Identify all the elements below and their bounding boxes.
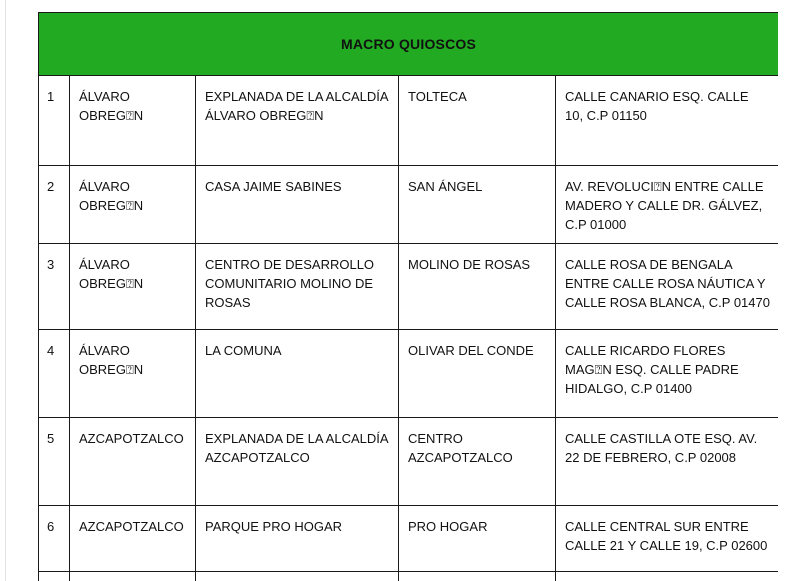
empty-cell <box>196 572 399 581</box>
location-cell: EXPLANADA DE LA ALCALDÍA AZCAPOTZALCO <box>196 418 399 506</box>
table-row <box>39 330 779 418</box>
alcaldia-cell: ÁLVARO OBREG⍰N <box>70 244 196 330</box>
table-header-row <box>39 13 779 76</box>
empty-cell <box>399 572 556 581</box>
table-row-partial <box>39 572 779 581</box>
alcaldia-cell: AZCAPOTZALCO <box>70 418 196 506</box>
empty-cell <box>70 572 196 581</box>
colonia-cell: SAN ÁNGEL <box>399 166 556 244</box>
address-cell: CALLE RICARDO FLORES MAG⍰N ESQ. CALLE PADRE HIDALGO, C.P 01400 <box>556 330 779 418</box>
empty-cell <box>556 572 779 581</box>
viewer-left-border <box>5 0 6 581</box>
table-row <box>39 166 779 244</box>
address-cell: AV. REVOLUCI⍰N ENTRE CALLE MADERO Y CALLE DR. GÁLVEZ, C.P 01000 <box>556 166 779 244</box>
colonia-cell: OLIVAR DEL CONDE <box>399 330 556 418</box>
colonia-cell: PRO HOGAR <box>399 506 556 572</box>
table-body <box>39 76 779 581</box>
row-number: 5 <box>39 418 70 506</box>
alcaldia-cell: ÁLVARO OBREG⍰N <box>70 76 196 166</box>
row-number: 6 <box>39 506 70 572</box>
row-number: 3 <box>39 244 70 330</box>
row-number: 2 <box>39 166 70 244</box>
row-number: 1 <box>39 76 70 166</box>
alcaldia-cell: ÁLVARO OBREG⍰N <box>70 330 196 418</box>
table-row <box>39 244 779 330</box>
location-cell: PARQUE PRO HOGAR <box>196 506 399 572</box>
address-cell: CALLE CASTILLA OTE ESQ. AV. 22 DE FEBRERO, C.P 02008 <box>556 418 779 506</box>
location-cell: CASA JAIME SABINES <box>196 166 399 244</box>
location-cell: LA COMUNA <box>196 330 399 418</box>
location-cell: CENTRO DE DESARROLLO COMUNITARIO MOLINO DE ROSAS <box>196 244 399 330</box>
macro-quioscos-table <box>38 12 778 581</box>
table-row <box>39 506 779 572</box>
colonia-cell: TOLTECA <box>399 76 556 166</box>
table-row <box>39 418 779 506</box>
alcaldia-cell: AZCAPOTZALCO <box>70 506 196 572</box>
address-cell: CALLE ROSA DE BENGALA ENTRE CALLE ROSA NÁUTICA Y CALLE ROSA BLANCA, C.P 01470 <box>556 244 779 330</box>
table-row <box>39 76 779 166</box>
address-cell: CALLE CENTRAL SUR ENTRE CALLE 21 Y CALLE 19, C.P 02600 <box>556 506 779 572</box>
location-cell: EXPLANADA DE LA ALCALDÍA ÁLVARO OBREG⍰N <box>196 76 399 166</box>
table-title: MACRO QUIOSCOS <box>39 13 779 76</box>
colonia-cell: MOLINO DE ROSAS <box>399 244 556 330</box>
document-page <box>38 12 778 581</box>
row-number: 4 <box>39 330 70 418</box>
alcaldia-cell: ÁLVARO OBREG⍰N <box>70 166 196 244</box>
empty-cell <box>39 572 70 581</box>
colonia-cell: CENTRO AZCAPOTZALCO <box>399 418 556 506</box>
address-cell: CALLE CANARIO ESQ. CALLE 10, C.P 01150 <box>556 76 779 166</box>
